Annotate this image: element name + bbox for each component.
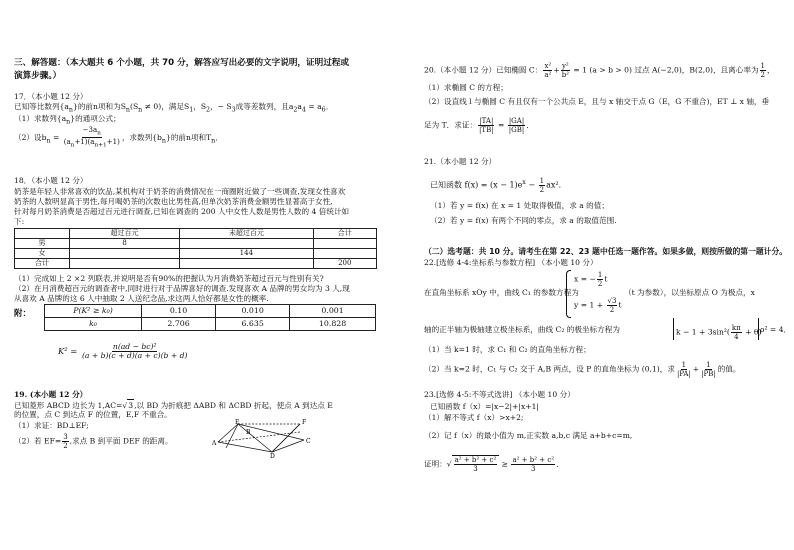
table-cell: 10.828 bbox=[290, 318, 376, 331]
q17-fraction: $\frac{-3a_n}{(a_n+1)(a_{n+1}+1)}$ bbox=[63, 126, 120, 149]
q22-line2: 轴的正半轴为极轴建立极坐标系，曲线 C₂ 的极坐标方程为 bbox=[424, 325, 620, 334]
q20-part2-end: 足为 T．求证： $\frac{|TA|}{|TB|}$ = $\frac{|GA|}{|GB|}$ ． bbox=[424, 117, 534, 134]
q23-heading: 23.[选修 4-5:不等式选讲] （本小题 10 分） bbox=[424, 390, 575, 399]
table-cell bbox=[313, 239, 376, 249]
table-cell: 6.635 bbox=[216, 318, 290, 331]
table-cell: 0.10 bbox=[142, 305, 216, 318]
critical-value-table bbox=[44, 304, 376, 331]
parametric-brace bbox=[566, 270, 571, 318]
table-header-cell: k₀ bbox=[45, 318, 142, 331]
q18-line1: 奶茶是年轻人非常喜欢的饮品,某机构对于奶茶的消费情况在一商圈附近做了一些调查,发现女性喜欢 bbox=[14, 187, 346, 196]
section-3-title-line1: 三、解答题：（本大题共 6 个小题，共 70 分，解答应写出必要的文字说明，证明过程或 bbox=[14, 58, 349, 68]
table-header-cell: 未超过百元 bbox=[180, 229, 313, 239]
q20-statement: 20.（本小题 12 分）已知椭圆 C： $\frac{\text{x²}}{\text{a²}}$ + $\frac{\text{y²}}{\text{b²}}$ = 1 (a > b > 0) 过点 A(−2,0)，B(2,0)，且离心率为 $\frac{1}{2}$ ， bbox=[424, 62, 775, 79]
chi-square-formula: K² = $\frac{\text{n(ad − bc)²}}{(a + b)(c + d)(a + c)(b + d)}$ bbox=[58, 342, 188, 360]
table-cell: 2.706 bbox=[142, 318, 216, 331]
q18-line4: 下: bbox=[14, 217, 25, 226]
table-cell bbox=[180, 259, 313, 269]
table-cell bbox=[70, 249, 180, 259]
q18-part2-line1: （2）在月消费超百元的调查者中,同时进行对于品牌喜好的调查.发现喜欢 A 品牌的男女均为 3 人,现 bbox=[14, 284, 350, 293]
figure-label-a: A bbox=[212, 440, 217, 447]
q23-line1: 已知函数 f（x）=|x−2|+|x+1| bbox=[430, 402, 539, 411]
table-header-cell: 超过百元 bbox=[70, 229, 180, 239]
folded-rhombus-figure bbox=[212, 418, 312, 458]
q19-line2: 的位置，点 C 到达点 F 的位置，E,F 不重合。 bbox=[14, 410, 172, 419]
table-header-cell: P(K² ≥ k₀) bbox=[45, 305, 142, 318]
attachment-label: 附： bbox=[14, 309, 32, 319]
table-cell bbox=[313, 249, 376, 259]
table-cell bbox=[180, 239, 313, 249]
q22-line1: 在直角坐标系 xOy 中，曲线 C₁ 的参数方程为 bbox=[424, 288, 579, 297]
q22-part2: （2）当 k=2 时，C₁ 与 C₂ 交于 A,B 两点，设 P 的直角坐标为 (0,1)，求 $\frac{1}{|PA|}$ + $\frac{1}{|PB|}$ 的值。 bbox=[424, 361, 741, 378]
table-cell: 0.001 bbox=[290, 305, 376, 318]
q23-part1: （1）解不等式 f（x）>x+2; bbox=[424, 413, 524, 422]
q22-polar-expression: k − 1 + 3sin²( $\frac{k\pi}{4}$ + θ) bbox=[676, 324, 762, 341]
table-row bbox=[15, 259, 377, 269]
table-row bbox=[15, 249, 377, 259]
q17-heading: 17．（本小题 12 分） bbox=[14, 92, 88, 101]
table-header-cell: 合计 bbox=[313, 229, 376, 239]
table-cell bbox=[70, 259, 180, 269]
table-cell: 144 bbox=[180, 249, 313, 259]
q19-part2: （2）若 EF= $\frac{3}{2}$ ,求点 B 到平面 DEF 的距离。 bbox=[14, 433, 173, 450]
q22-polar-rhs: ρ² = 4． bbox=[760, 325, 792, 334]
q17-statement: 已知等比数列$\{a_n\}$的前n项和为$S_n(S_n \ne 0)$，满足$S_1$，$S_2$，− $S_3$成等差数列，且$a_2a_4 = a_6$． bbox=[14, 102, 334, 114]
table-cell: 合计 bbox=[15, 259, 70, 269]
q22-heading: 22.[选修 4-4:坐标系与参数方程] （本小题 10 分） bbox=[424, 258, 598, 267]
q21-part2: （2）若 y = f(x) 有两个不同的零点，求 a 的取值范围. bbox=[430, 216, 617, 225]
q18-part1: （1）完成如上 2 ×2 列联表,并说明是否有90%的把握认为月消费奶茶超过百元与性别有关? bbox=[14, 274, 324, 283]
figure-label-c: C bbox=[306, 438, 311, 445]
q17-part1: （1）求数列$\{a_n\}$的通项公式； bbox=[14, 114, 121, 126]
figure-label-b: B bbox=[246, 429, 251, 436]
q19-line1: 已知菱形 ABCD 边长为 1,AC=√3,以 BD 为折痕把 ΔABD 和 ΔCBD 折起，使点 A 到达点 E bbox=[14, 401, 333, 410]
contingency-table bbox=[14, 228, 377, 269]
q22-param-eq-x: x = − $\frac{1}{2}$ t bbox=[574, 271, 608, 288]
table-cell: 200 bbox=[313, 259, 376, 269]
figure-label-d: D bbox=[270, 453, 275, 458]
table-cell: 0.010 bbox=[216, 305, 290, 318]
section-3-title-line2: 演算步骤。） bbox=[14, 71, 62, 81]
q18-line2: 奶茶的人数明显高于男性,每月喝奶茶的次数也比男性高,但单次奶茶消费金额男性显著高于女性, bbox=[14, 197, 333, 206]
q19-heading: 19. (本小题 12 分） bbox=[14, 390, 88, 399]
q18-heading: 18．（本小题 12 分） bbox=[14, 176, 88, 185]
q22-line1-end: （t 为参数），以坐标原点 O 为极点，x bbox=[624, 288, 755, 297]
figure-label-e: E bbox=[235, 419, 240, 426]
q18-part2-line2: 从喜欢 A 品牌的这 6 人中抽取 2 人送纪念品,求这两人恰好都是女性的概率. bbox=[14, 294, 269, 303]
q22-part1: （1）当 k=1 时，求 C₁ 和 C₂ 的直角坐标方程； bbox=[424, 345, 591, 354]
table-cell: 男 bbox=[15, 239, 70, 249]
figure-label-f: F bbox=[302, 419, 307, 426]
table-cell: 8 bbox=[70, 239, 180, 249]
q20-part1: （1）求椭圆 C 的方程； bbox=[424, 83, 508, 92]
table-header-cell bbox=[15, 229, 70, 239]
table-row bbox=[45, 305, 376, 318]
q18-line3: 针对每月奶茶消费是否超过百元进行调查,已知在调查的 200 人中女性人数是男性人数的 4 倍统计如 bbox=[14, 207, 350, 216]
q23-part2: （2）记 f（x）的最小值为 m,正实数 a,b,c 满足 a+b+c=m, bbox=[424, 431, 633, 440]
q21-statement: 已知函数 $f(x) = (x - 1)e^x$ − $\frac{1}{2}$ ax²． bbox=[430, 177, 567, 195]
q22-param-eq-y: y = 1 + $\frac{√3}{2}$ t bbox=[574, 297, 622, 314]
q20-part2: （2）设直线 l 与椭圆 C 有且仅有一个公共点 E，且与 x 轴交于点 G（E，G 不重合)，ET ⊥ x 轴，垂 bbox=[424, 97, 770, 106]
table-row bbox=[15, 239, 377, 249]
table-cell: 女 bbox=[15, 249, 70, 259]
q23-proof-statement: 证明：√ $\frac{\text{a² + b² + c²}}{3}$ ≥ $\frac{\text{a² + b² + c²}}{3}$ ． bbox=[424, 456, 564, 473]
q21-part1: （1）若 y = f(x) 在 x = 1 处取得极值，求 a 的值； bbox=[430, 201, 609, 210]
elective-section-title: （二）选考题：共 10 分。请考生在第 22、23 题中任选一题作答。如果多做，则按所做的第一题计分。 bbox=[424, 247, 788, 256]
q17-part2: （2）设$b_n$ = $\frac{-3a_n}{(a_n+1)(a_{n+1}+1)}$ ，求数列$\{b_n\}$的前n项和$T_n$． bbox=[14, 126, 223, 149]
table-row bbox=[45, 318, 376, 331]
table-header-row bbox=[15, 229, 377, 239]
q21-heading: 21.（本小题 12 分） bbox=[424, 157, 497, 166]
q19-part1: （1）求证：BD⊥EF; bbox=[14, 421, 89, 430]
